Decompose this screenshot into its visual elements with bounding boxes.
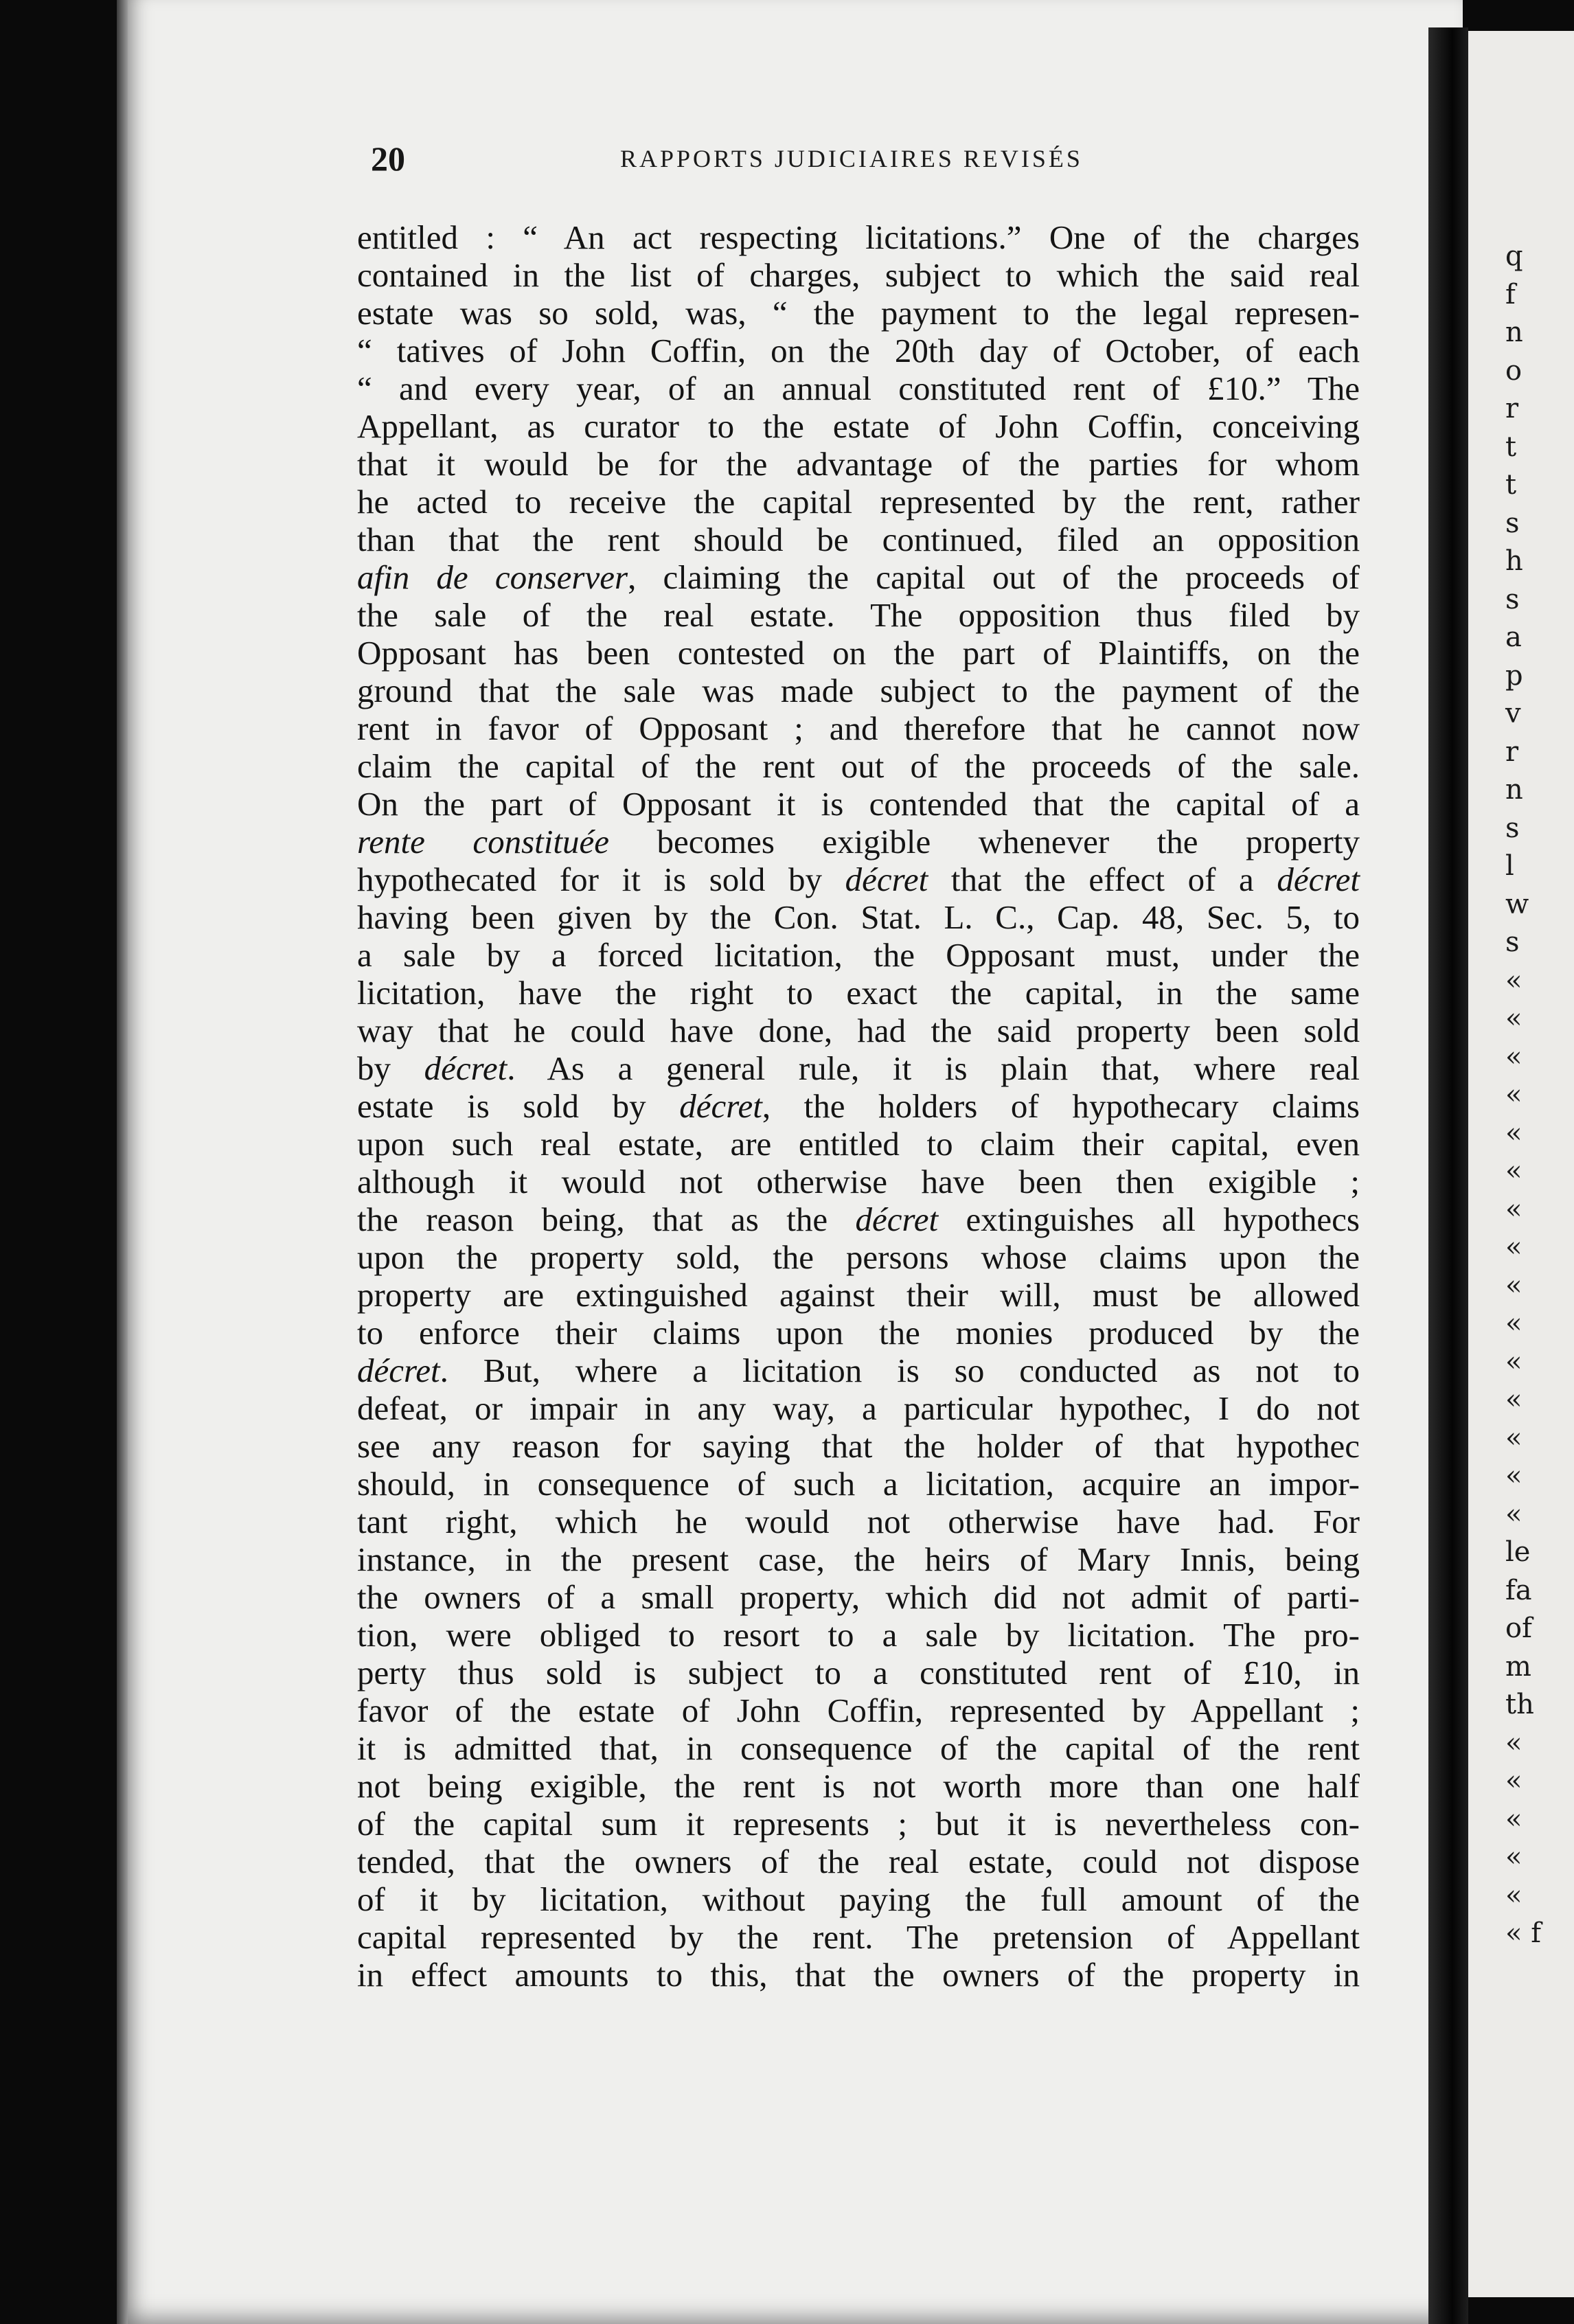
text-segment: of the capital sum it represents ; but it is nevertheless con-: [357, 1805, 1360, 1843]
text-segment: favor of the estate of John Coffin, represented by Appellant ;: [357, 1691, 1360, 1729]
text-segment: estate is sold by: [357, 1087, 680, 1125]
italic-term: décret: [424, 1049, 507, 1087]
text-segment: On the part of Opposant it is contended that the capital of a: [357, 785, 1360, 823]
facing-page-fragment: a: [1505, 622, 1522, 653]
text-segment: the reason being, that as the: [357, 1200, 856, 1238]
text-segment: instance, in the present case, the heirs of Mary Innis, being: [357, 1540, 1360, 1578]
text-segment: “ and every year, of an annual constituted rent of £10.” The: [357, 369, 1360, 407]
text-segment: Appellant, as curator to the estate of John Coffin, conceiving: [357, 407, 1360, 445]
facing-page-fragment: «: [1505, 1498, 1522, 1530]
text-line: [357, 1843, 1360, 1880]
text-line: [357, 596, 1360, 634]
facing-page-text-fragments: [1468, 31, 1574, 2297]
text-line: [357, 369, 1360, 407]
text-segment: upon the property sold, the persons whose claims upon the: [357, 1238, 1360, 1276]
facing-page-fragment: «: [1505, 1727, 1522, 1759]
text-line: [357, 1200, 1360, 1238]
text-segment: tended, that the owners of the real estate, could not dispose: [357, 1843, 1360, 1880]
facing-page-fragment: «: [1505, 1803, 1522, 1835]
text-line: [357, 672, 1360, 709]
text-line: [357, 1729, 1360, 1767]
text-segment: property are extinguished against their will, must be allowed: [357, 1276, 1360, 1314]
facing-page-fragment: l: [1505, 850, 1514, 882]
text-segment: the sale of the real estate. The opposition thus filed by: [357, 596, 1360, 634]
text-line: [357, 1427, 1360, 1465]
facing-page-fragment: o: [1505, 354, 1522, 387]
italic-term: décret: [1277, 861, 1360, 898]
facing-page-fragment: «: [1505, 1345, 1522, 1378]
text-segment: tant right, which he would not otherwise have had. For: [357, 1503, 1360, 1540]
text-line: [357, 861, 1360, 898]
italic-term: rente constituée: [357, 823, 609, 861]
text-segment: although it would not otherwise have been then exigible ;: [357, 1163, 1360, 1200]
text-segment: should, in consequence of such a licitation, acquire an impor-: [357, 1465, 1360, 1503]
facing-page-fragment: «: [1505, 1841, 1522, 1873]
text-line: [357, 558, 1360, 596]
text-segment: . As a general rule, it is plain that, where real: [507, 1049, 1360, 1087]
text-line: [357, 1691, 1360, 1729]
text-line: [357, 1314, 1360, 1352]
text-segment: , claiming the capital out of the proceeds of: [628, 558, 1360, 596]
text-segment: “ tatives of John Coffin, on the 20th day of October, of each: [357, 332, 1360, 369]
text-segment: estate was so sold, was, “ the payment to the legal represen-: [357, 294, 1360, 332]
facing-page-fragment: «: [1505, 1269, 1522, 1301]
text-segment: extinguishes all hypothecs: [938, 1200, 1360, 1238]
text-segment: way that he could have done, had the said property been sold: [357, 1012, 1360, 1049]
text-segment: . But, where a licitation is so conducted as not to: [440, 1352, 1360, 1389]
text-line: [357, 709, 1360, 747]
text-segment: hypothecated for it is sold by: [357, 861, 845, 898]
text-line: [357, 1087, 1360, 1125]
facing-page-fragment: «: [1505, 1384, 1522, 1415]
facing-page-fragment: p: [1505, 659, 1523, 692]
text-segment: tion, were obliged to resort to a sale by licitation. The pro-: [357, 1616, 1360, 1654]
running-title: RAPPORTS JUDICIAIRES REVISÉS: [620, 145, 1083, 172]
facing-page-fragment: «: [1505, 1040, 1522, 1073]
text-segment: in effect amounts to this, that the owners of the property in: [357, 1956, 1360, 1994]
text-line: [357, 1956, 1360, 1994]
text-line: [357, 256, 1360, 294]
facing-page-fragment: h: [1505, 545, 1523, 577]
facing-page-fragment: q: [1505, 240, 1523, 272]
facing-page-fragment: «: [1505, 1155, 1522, 1187]
facing-page-fragment: t: [1505, 469, 1517, 501]
italic-term: décret: [679, 1087, 762, 1125]
facing-page-fragment: n: [1505, 317, 1523, 348]
text-line: [357, 218, 1360, 256]
facing-page-fragment: s: [1505, 507, 1520, 539]
text-segment: entitled : “ An act respecting licitations.” One of the charges: [357, 218, 1360, 256]
text-line: [357, 1805, 1360, 1843]
text-line: [357, 332, 1360, 369]
text-line: [357, 1352, 1360, 1389]
text-line: [357, 1163, 1360, 1200]
book-gutter: [1428, 27, 1468, 2324]
facing-page-fragment: le: [1505, 1536, 1531, 1568]
facing-page-fragment: w: [1505, 888, 1529, 920]
facing-page-fragment: «: [1505, 1231, 1522, 1263]
text-line: [357, 1880, 1360, 1918]
facing-page-fragment: v: [1505, 698, 1521, 729]
facing-page-fragment: «: [1505, 1003, 1522, 1034]
facing-page-fragment: r: [1505, 393, 1519, 424]
text-line: [357, 1238, 1360, 1276]
text-line: [357, 483, 1360, 521]
text-line: [357, 1465, 1360, 1503]
facing-page-fragment: s: [1505, 926, 1520, 958]
facing-page-fragment: th: [1505, 1689, 1534, 1720]
text-line: [357, 823, 1360, 861]
page-number: 20: [371, 139, 405, 178]
text-segment: licitation, have the right to exact the capital, in the same: [357, 974, 1360, 1012]
text-segment: perty thus sold is subject to a constituted rent of £10, in: [357, 1654, 1360, 1691]
text-line: [357, 294, 1360, 332]
italic-term: afin de conserver: [357, 558, 628, 596]
text-line: [357, 747, 1360, 785]
facing-page-fragment: f: [1505, 278, 1516, 310]
text-line: [357, 1540, 1360, 1578]
italic-term: décret: [855, 1200, 939, 1238]
text-segment: , the holders of hypothecary claims: [762, 1087, 1360, 1125]
text-line: [357, 1503, 1360, 1540]
facing-page-fragment: «: [1505, 1422, 1522, 1454]
text-line: [357, 1616, 1360, 1654]
text-line: [357, 445, 1360, 483]
text-line: [357, 974, 1360, 1012]
text-line: [357, 1918, 1360, 1956]
text-line: [357, 521, 1360, 558]
text-segment: the owners of a small property, which did not admit of parti-: [357, 1578, 1360, 1616]
facing-page-fragment: s: [1505, 583, 1520, 615]
text-line: [357, 407, 1360, 445]
text-segment: becomes exigible whenever the property: [609, 823, 1360, 861]
text-segment: rent in favor of Opposant ; and therefore that he cannot now: [357, 709, 1360, 747]
facing-page-fragment: «: [1505, 1765, 1522, 1797]
text-segment: it is admitted that, in consequence of the capital of the rent: [357, 1729, 1360, 1767]
text-segment: than that the rent should be continued, filed an opposition: [357, 521, 1360, 558]
facing-page-fragment: t: [1505, 431, 1517, 463]
text-line: [357, 1389, 1360, 1427]
text-segment: capital represented by the rent. The pretension of Appellant: [357, 1918, 1360, 1956]
text-segment: having been given by the Con. Stat. L. C., Cap. 48, Sec. 5, to: [357, 898, 1360, 936]
text-line: [357, 785, 1360, 823]
text-segment: that it would be for the advantage of the parties for whom: [357, 445, 1360, 483]
facing-page-fragment: «: [1505, 1460, 1522, 1492]
text-line: [357, 898, 1360, 936]
text-segment: by: [357, 1049, 424, 1087]
italic-term: décret: [845, 861, 928, 898]
text-segment: of it by licitation, without paying the full amount of the: [357, 1880, 1360, 1918]
facing-page: [1468, 31, 1574, 2297]
text-line: [357, 1125, 1360, 1163]
facing-page-fragment: n: [1505, 774, 1523, 806]
text-line: [357, 1654, 1360, 1691]
text-segment: he acted to receive the capital represented by the rent, rather: [357, 483, 1360, 521]
text-segment: that the effect of a: [928, 861, 1277, 898]
text-segment: Opposant has been contested on the part of Plaintiffs, on the: [357, 634, 1360, 672]
text-line: [357, 936, 1360, 974]
text-segment: not being exigible, the rent is not worth more than one half: [357, 1767, 1360, 1805]
facing-page-fragment: «: [1505, 1879, 1522, 1911]
text-segment: see any reason for saying that the holder of that hypothec: [357, 1427, 1360, 1465]
facing-page-fragment: «: [1505, 1079, 1522, 1110]
page-edge-shadow: [117, 0, 128, 2324]
text-line: [357, 1767, 1360, 1805]
facing-page-fragment: r: [1505, 736, 1519, 768]
text-segment: claim the capital of the rent out of the proceeds of the sale.: [357, 747, 1360, 785]
body-text: [357, 218, 1360, 1994]
text-segment: a sale by a forced licitation, the Opposant must, under the: [357, 936, 1360, 974]
facing-page-fragment: «: [1505, 1193, 1522, 1225]
facing-page-fragment: s: [1505, 812, 1520, 844]
facing-page-fragment: «: [1505, 1308, 1522, 1339]
facing-page-fragment: m: [1505, 1650, 1531, 1683]
text-segment: contained in the list of charges, subject to which the said real: [357, 256, 1360, 294]
text-segment: ground that the sale was made subject to the payment of the: [357, 672, 1360, 709]
facing-page-fragment: of: [1505, 1613, 1532, 1644]
text-line: [357, 1578, 1360, 1616]
text-segment: defeat, or impair in any way, a particular hypothec, I do not: [357, 1389, 1360, 1427]
facing-page-fragment: «: [1505, 1117, 1522, 1149]
facing-page-fragment: «: [1505, 964, 1522, 996]
text-line: [357, 1012, 1360, 1049]
text-line: [357, 634, 1360, 672]
text-segment: upon such real estate, are entitled to claim their capital, even: [357, 1125, 1360, 1163]
italic-term: décret: [357, 1352, 440, 1389]
running-head: [371, 139, 1360, 180]
text-segment: to enforce their claims upon the monies produced by the: [357, 1314, 1360, 1352]
text-line: [357, 1049, 1360, 1087]
text-line: [357, 1276, 1360, 1314]
facing-page-fragment: fa: [1505, 1574, 1532, 1606]
facing-page-fragment: « f: [1505, 1917, 1541, 1949]
